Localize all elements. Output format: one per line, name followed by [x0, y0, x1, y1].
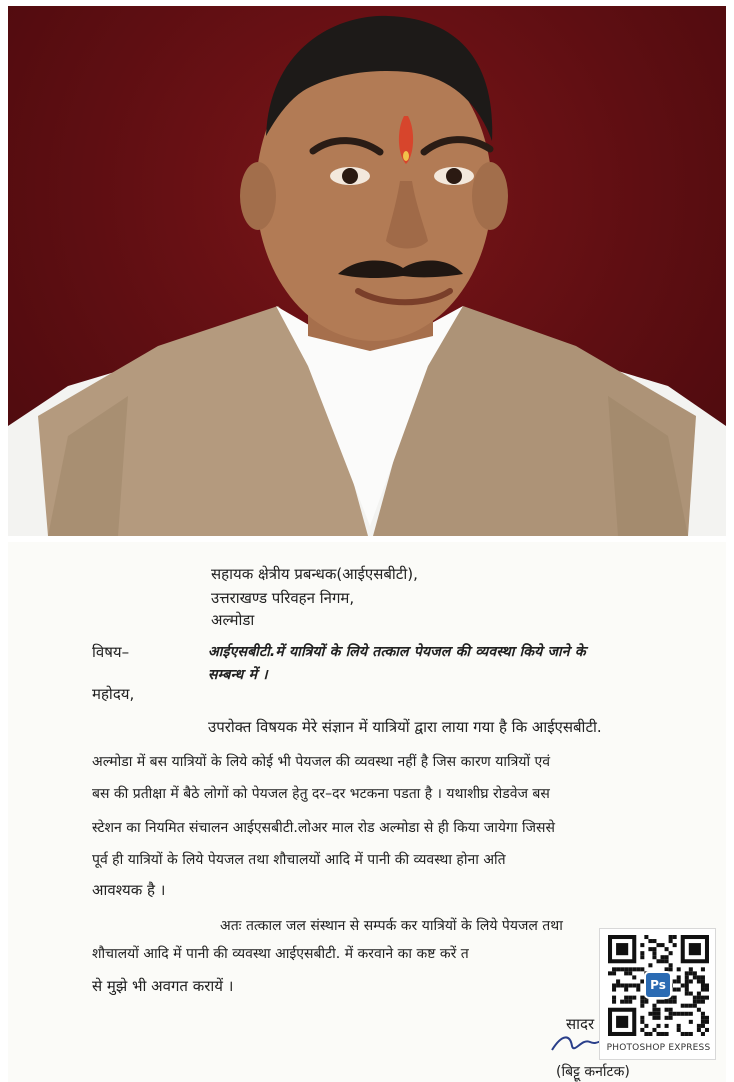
subject-line-1: आईएसबीटी.में यात्रियों के लिये तत्काल पेयजल की व्यवस्था किये जाने के: [208, 644, 586, 660]
photoshop-express-watermark: [599, 928, 716, 1060]
subject-line-2: सम्बन्ध में ।: [208, 667, 268, 683]
para2-line-3: से मुझे भी अवगत करायें ।: [92, 977, 234, 995]
portrait-illustration: [8, 6, 726, 536]
address-line-2: उत्तराखण्ड परिवहन निगम,: [211, 589, 355, 607]
para1-line-2: अल्मोडा में बस यात्रियों के लिये कोई भी पेयजल की व्यवस्था नहीं है जिस कारण यात्रियों एवं: [92, 754, 551, 770]
para1-line-5: पूर्व ही यात्रियों के लिये पेयजल तथा शौचालयों आदि में पानी की व्यवस्था होना अति: [92, 852, 506, 868]
para2-line-1: अतः तत्काल जल संस्थान से सम्पर्क कर यात्रियों के लिये पेयजल तथा: [220, 918, 563, 934]
closing: सादर: [566, 1015, 595, 1033]
para1-line-3: बस की प्रतीक्षा में बैठे लोगों को पेयजल हेतु दर–दर भटकना पडता है । यथाशीघ्र रोडवेज बस: [92, 786, 550, 802]
portrait-photo: [8, 6, 726, 536]
para1-line-6: आवश्यक है ।: [92, 881, 166, 899]
para2-line-2: शौचालयों आदि में पानी की व्यवस्था आईएसबीटी. में करवाने का कष्ट करें त: [92, 946, 469, 962]
address-line-3: अल्मोडा: [211, 611, 255, 629]
watermark-caption: PHOTOSHOP EXPRESS: [606, 1043, 711, 1053]
para1-line-4: स्टेशन का नियमित संचालन आईएसबीटी.लोअर माल रोड अल्मोडा से ही किया जायेगा जिससे: [92, 820, 555, 836]
subject-label: विषय–: [92, 643, 130, 661]
para1-line-1: उपरोक्त विषयक मेरे संज्ञान में यात्रियों द्वारा लाया गया है कि आईएसबीटी.: [208, 718, 602, 736]
signature-name: (बिट्टू कर्नाटक): [556, 1064, 630, 1080]
ps-logo-icon: Ps: [644, 971, 672, 999]
salutation: महोदय,: [92, 685, 135, 703]
address-line-1: सहायक क्षेत्रीय प्रबन्धक(आईएसबीटी),: [211, 565, 418, 583]
